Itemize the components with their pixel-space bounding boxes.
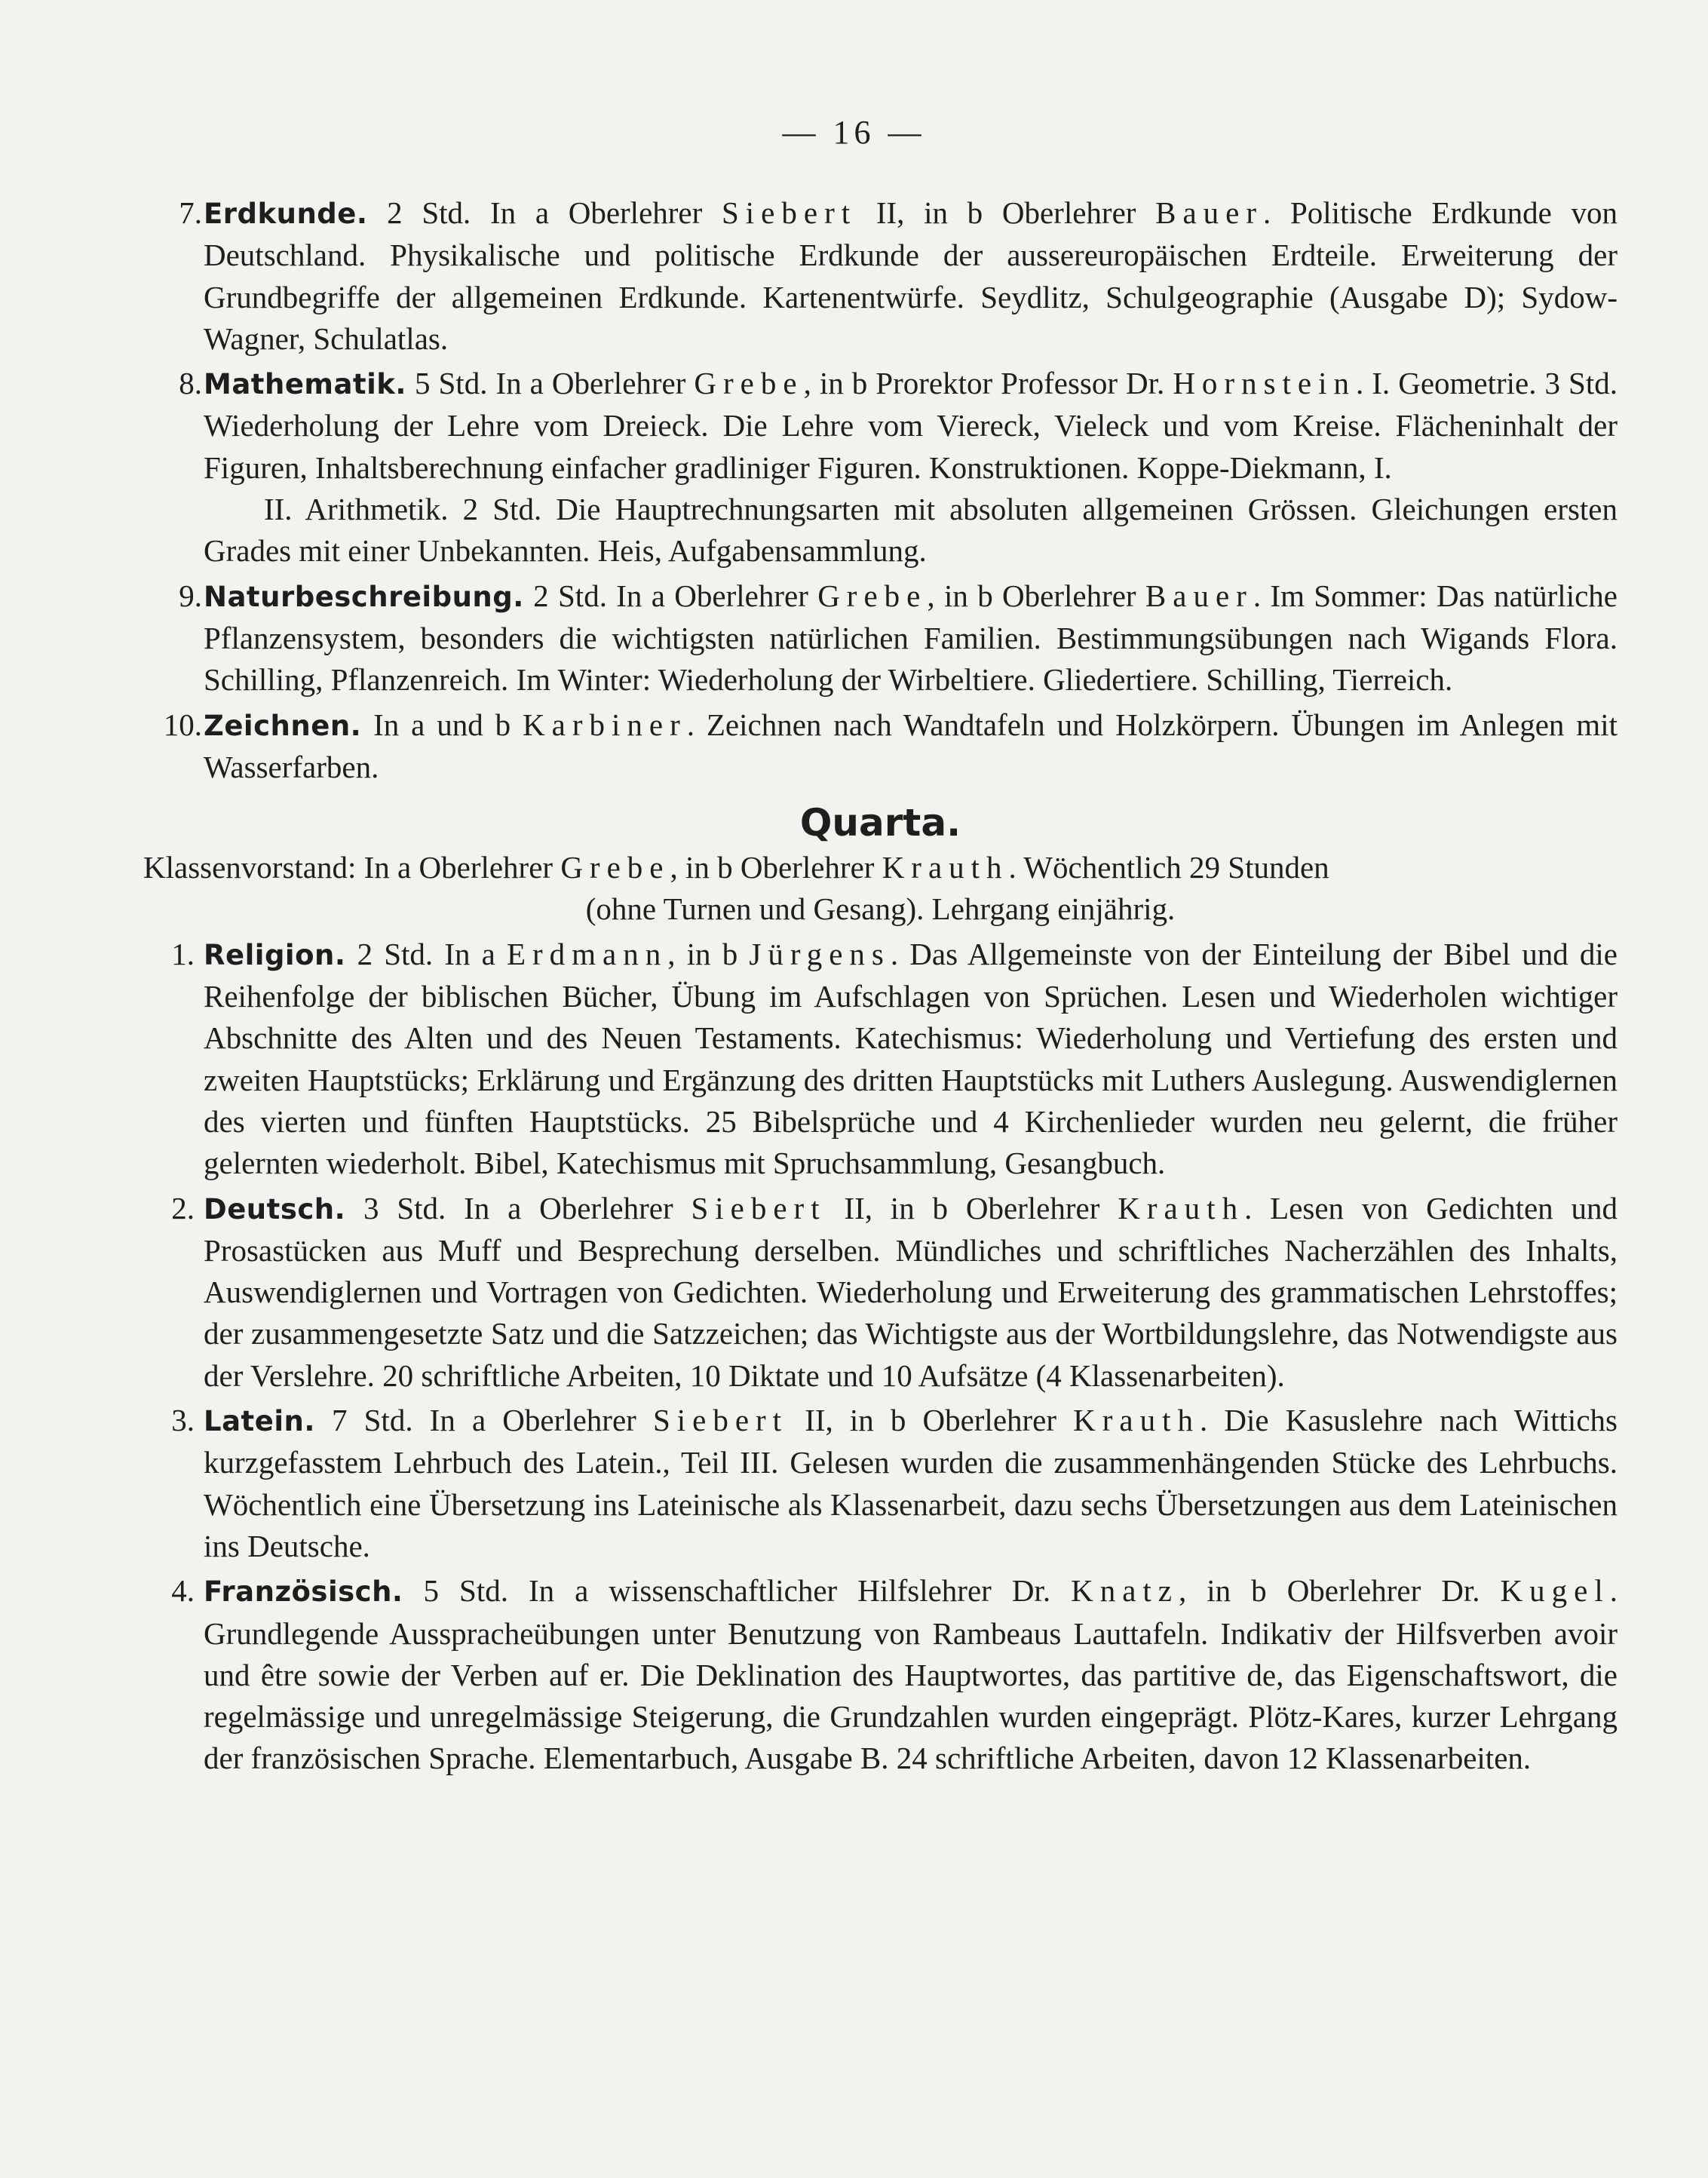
klassenvorstand-continuation: (ohne Turnen und Gesang). Lehrgang einjährig.: [585, 891, 1176, 927]
entry-number: 7.: [179, 195, 202, 230]
entry-religion: [143, 934, 1618, 1185]
entry-number: 10.: [163, 707, 202, 742]
entry-text: II, in b Oberlehrer: [857, 195, 1156, 230]
entry-text: 2 Std. In a Oberlehrer: [523, 578, 818, 613]
entry-text: In a und b: [361, 707, 523, 742]
entry-text: . Das Allgemeinste von der Einteilung der Bibel und die Reihenfolge der biblischen Bücher, Übung im Aufschlagen von Sprüchen. Lesen und Wiederholen wichtiger Abschnitte des Alten und des Neuen Testaments. Katechismus: Wiederholung und Vertiefung des ersten und zweiten Hauptstücks; Erklärung und Ergänzung des dritten Hauptstücks mit Luthers Auslegung. Auswendiglernen des vierten und fünften Hauptstücks. 25 Bibelsprüche und 4 Kirchenlieder wurden neu gelernt, die früher gelernten wiederholt. Bibel, Katechismus mit Spruchsammlung, Gesangbuch.: [204, 936, 1618, 1181]
entry-heading: Deutsch.: [204, 1192, 346, 1226]
entry-heading: Mathematik.: [204, 368, 406, 401]
entry-text: , in b Oberlehrer: [670, 850, 882, 885]
entry-text: II, in b Oberlehrer: [788, 1403, 1074, 1438]
teacher-name: Knatz: [1071, 1573, 1179, 1609]
entry-erdkunde: [143, 192, 1618, 360]
section-title-quarta: Quarta.: [799, 801, 961, 845]
teacher-name: Krauth: [1073, 1403, 1200, 1438]
teacher-name: Siebert: [721, 195, 857, 230]
page-number: — 16 —: [782, 114, 926, 151]
entry-text: . Die Kasuslehre nach Wittichs kurzgefasstem Lehrbuch des Latein., Teil III. Gelesen wurden die zusammenhängenden Stücke des Lehrbuchs. Wöchentlich eine Übersetzung ins Lateinische als Klassenarbeit, dazu sechs Übersetzungen aus dem Lateinischen ins Deutsche.: [204, 1403, 1618, 1563]
teacher-name: Siebert: [652, 1403, 789, 1438]
teacher-name: Krauth: [1118, 1190, 1245, 1226]
entry-text: , in b Oberlehrer Dr.: [1179, 1573, 1501, 1609]
entry-heading: Religion.: [204, 938, 346, 971]
entry-zeichnen: [143, 704, 1618, 789]
entry-heading: Französisch.: [204, 1575, 403, 1609]
page-content: [143, 192, 1618, 1780]
teacher-name: Grebe: [560, 850, 670, 885]
entry-heading: Latein.: [204, 1405, 315, 1438]
entry-text: 5 Std. In a wissenschaftlicher Hilfslehrer Dr.: [403, 1573, 1072, 1609]
entry-text: . Zeichnen nach Wandtafeln und Holzkörpern. Übungen im Anlegen mit Wasserfarben.: [204, 707, 1618, 784]
entry-text: . I. Geometrie. 3 Std. Wiederholung der Lehre vom Dreieck. Die Lehre vom Viereck, Vieleck und vom Kreise. Flächeninhalt der Figuren, Inhaltsberechnung einfacher gradliniger Figuren. Konstruktionen. Koppe-Diekmann, I.: [204, 366, 1618, 485]
entry-text: 2 Std. In a Oberlehrer: [367, 195, 722, 230]
entry-text: II, in b Oberlehrer: [826, 1190, 1118, 1226]
klassenvorstand-line: [143, 847, 1618, 931]
teacher-name: Karbiner: [523, 707, 687, 742]
teacher-name: Grebe: [694, 366, 804, 401]
klassenvorstand-label: Klassenvorstand:: [143, 850, 357, 885]
entry-text: , in b Oberlehrer: [927, 578, 1145, 613]
teacher-name: Hornstein: [1173, 366, 1357, 401]
entry-number: 3.: [171, 1403, 195, 1438]
entry-number: 4.: [171, 1573, 195, 1609]
teacher-name: Bauer: [1145, 578, 1253, 613]
teacher-name: Jürgens: [749, 936, 891, 971]
entry-heading: Zeichnen.: [204, 709, 362, 742]
entry-text: 3 Std. In a Oberlehrer: [345, 1190, 691, 1226]
entry-text: 2 Std. In a: [345, 936, 507, 971]
entry-text: . Grundlegende Ausspracheübungen unter Benutzung von Rambeaus Lauttafeln. Indikativ der Hilfsverben avoir und être sowie der Verben auf er. Die Deklination des Hauptwortes, das partitive de, das Eigenschaftswort, die regelmässige und unregelmässige Steigerung, die Grundzahlen wurden eingeprägt. Plötz-Kares, kurzer Lehrgang der französischen Sprache. Elementarbuch, Ausgabe B. 24 schriftliche Arbeiten, davon 12 Klassenarbeiten.: [204, 1573, 1618, 1776]
entry-number: 8.: [179, 366, 202, 401]
entry-text: . Lesen von Gedichten und Prosastücken aus Muff und Besprechung derselben. Mündliches und schriftliches Nacherzählen des Inhalts, Auswendiglernen und Vortragen von Gedichten. Wiederholung und Erweiterung des grammatischen Lehrstoffes; der zusammengesetzte Satz und die Satzzeichen; das Wichtigste aus der Wortbildungslehre, das Notwendigste aus der Verslehre. 20 schriftliche Arbeiten, 10 Diktate und 10 Aufsätze (4 Klassenarbeiten).: [204, 1190, 1618, 1393]
entry-mathematik: [143, 363, 1618, 572]
entry-heading: Naturbeschreibung.: [204, 580, 524, 613]
teacher-name: Krauth: [882, 850, 1009, 885]
entry-deutsch: [143, 1188, 1618, 1397]
entry-number: 1.: [171, 936, 195, 971]
entry-number: 9.: [179, 578, 202, 613]
entry-latein: [143, 1400, 1618, 1567]
teacher-name: Siebert: [691, 1190, 826, 1226]
entry-heading: Erdkunde.: [204, 198, 368, 230]
entry-number: 2.: [171, 1190, 195, 1226]
entry-text: 7 Std. In a Oberlehrer: [314, 1403, 653, 1438]
entry-text: . Wöchentlich 29 Stunden: [1008, 850, 1329, 885]
entry-text: . Im Sommer: Das natürliche Pflanzensystem, besonders die wichtigsten natürlichen Familien. Bestimmungsübungen nach Wigands Flora. Schilling, Pflanzenreich. Im Winter: Wiederholung der Wirbeltiere. Gliedertiere. Schilling, Tierreich.: [204, 578, 1618, 698]
teacher-name: Grebe: [817, 578, 928, 613]
entry-text: 5 Std. In a Oberlehrer: [406, 366, 695, 401]
entry-franzoesisch: [143, 1570, 1618, 1779]
entry-text: , in b Prorektor Professor Dr.: [803, 366, 1173, 401]
entry-text: , in b: [667, 936, 750, 971]
teacher-name: Erdmann: [506, 936, 668, 971]
teacher-name: Bauer: [1155, 195, 1264, 230]
entry-paragraph: II. Arithmetik. 2 Std. Die Hauptrechnungsarten mit absoluten allgemeinen Grössen. Gleichungen ersten Grades mit einer Unbekannten. Heis, Aufgabensammlung.: [204, 492, 1618, 569]
teacher-name: Kugel: [1500, 1573, 1610, 1609]
entry-text: . Politische Erdkunde von Deutschland. Physikalische und politische Erdkunde der aussereuropäischen Erdteile. Erweiterung der Grundbegriffe der allgemeinen Erdkunde. Kartenentwürfe. Seydlitz, Schulgeographie (Ausgabe D); Sydow-Wagner, Schulatlas.: [204, 195, 1618, 356]
entry-naturbeschreibung: [143, 575, 1618, 701]
entry-text: In a Oberlehrer: [356, 850, 561, 885]
